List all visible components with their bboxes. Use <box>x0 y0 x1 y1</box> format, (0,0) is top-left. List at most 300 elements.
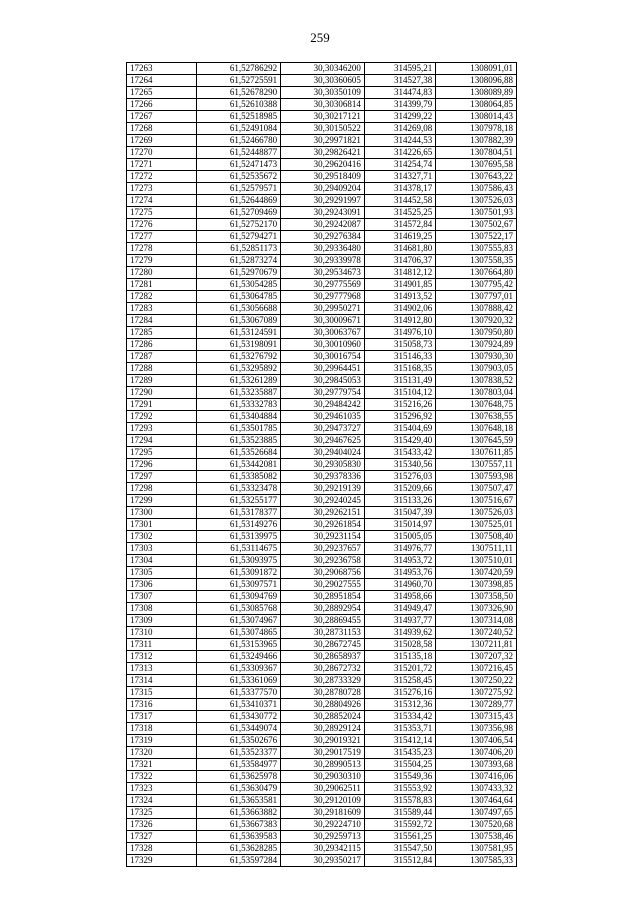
point-number-cell: 17304 <box>127 555 197 567</box>
x-coordinate-cell: 314619,25 <box>364 231 435 243</box>
table-row <box>127 819 517 831</box>
table-row <box>127 99 517 111</box>
latitude-cell: 61,53430772 <box>197 711 281 723</box>
longitude-cell: 30,30150522 <box>281 123 365 135</box>
latitude-cell: 61,52970679 <box>197 267 281 279</box>
longitude-cell: 30,29620416 <box>281 159 365 171</box>
point-number-cell: 17296 <box>127 459 197 471</box>
latitude-cell: 61,53085768 <box>197 603 281 615</box>
x-coordinate-cell: 314958,66 <box>364 591 435 603</box>
y-coordinate-cell: 1307216,45 <box>436 663 517 675</box>
latitude-cell: 61,53309367 <box>197 663 281 675</box>
longitude-cell: 30,29409204 <box>281 183 365 195</box>
point-number-cell: 17316 <box>127 699 197 711</box>
latitude-cell: 61,52518985 <box>197 111 281 123</box>
longitude-cell: 30,29950271 <box>281 303 365 315</box>
y-coordinate-cell: 1307507,47 <box>436 483 517 495</box>
point-number-cell: 17308 <box>127 603 197 615</box>
x-coordinate-cell: 315433,42 <box>364 447 435 459</box>
y-coordinate-cell: 1308089,89 <box>436 87 517 99</box>
y-coordinate-cell: 1307611,85 <box>436 447 517 459</box>
latitude-cell: 61,53584977 <box>197 759 281 771</box>
longitude-cell: 30,30350109 <box>281 87 365 99</box>
longitude-cell: 30,29181609 <box>281 807 365 819</box>
longitude-cell: 30,29336480 <box>281 243 365 255</box>
point-number-cell: 17317 <box>127 711 197 723</box>
longitude-cell: 30,28892954 <box>281 603 365 615</box>
y-coordinate-cell: 1307920,32 <box>436 315 517 327</box>
latitude-cell: 61,53124591 <box>197 327 281 339</box>
longitude-cell: 30,28733329 <box>281 675 365 687</box>
latitude-cell: 61,53332783 <box>197 399 281 411</box>
table-row <box>127 651 517 663</box>
point-number-cell: 17322 <box>127 771 197 783</box>
point-number-cell: 17311 <box>127 639 197 651</box>
x-coordinate-cell: 315276,03 <box>364 471 435 483</box>
longitude-cell: 30,29964451 <box>281 363 365 375</box>
x-coordinate-cell: 315014,97 <box>364 519 435 531</box>
latitude-cell: 61,53198091 <box>197 339 281 351</box>
latitude-cell: 61,53449074 <box>197 723 281 735</box>
y-coordinate-cell: 1307555,83 <box>436 243 517 255</box>
longitude-cell: 30,29845053 <box>281 375 365 387</box>
point-number-cell: 17305 <box>127 567 197 579</box>
longitude-cell: 30,29350217 <box>281 855 365 867</box>
y-coordinate-cell: 1307795,42 <box>436 279 517 291</box>
x-coordinate-cell: 315296,92 <box>364 411 435 423</box>
point-number-cell: 17310 <box>127 627 197 639</box>
point-number-cell: 17309 <box>127 615 197 627</box>
x-coordinate-cell: 314327,71 <box>364 171 435 183</box>
y-coordinate-cell: 1307398,85 <box>436 579 517 591</box>
point-number-cell: 17289 <box>127 375 197 387</box>
table-row <box>127 483 517 495</box>
point-number-cell: 17297 <box>127 471 197 483</box>
table-row <box>127 135 517 147</box>
y-coordinate-cell: 1307508,40 <box>436 531 517 543</box>
latitude-cell: 61,53056688 <box>197 303 281 315</box>
point-number-cell: 17280 <box>127 267 197 279</box>
longitude-cell: 30,30217121 <box>281 111 365 123</box>
longitude-cell: 30,29461035 <box>281 411 365 423</box>
latitude-cell: 61,53091872 <box>197 567 281 579</box>
point-number-cell: 17264 <box>127 75 197 87</box>
latitude-cell: 61,53093975 <box>197 555 281 567</box>
table-row <box>127 843 517 855</box>
point-number-cell: 17276 <box>127 219 197 231</box>
longitude-cell: 30,29775569 <box>281 279 365 291</box>
y-coordinate-cell: 1307464,64 <box>436 795 517 807</box>
point-number-cell: 17263 <box>127 63 197 75</box>
table-row <box>127 291 517 303</box>
longitude-cell: 30,29339978 <box>281 255 365 267</box>
point-number-cell: 17295 <box>127 447 197 459</box>
x-coordinate-cell: 314901,85 <box>364 279 435 291</box>
point-number-cell: 17321 <box>127 759 197 771</box>
latitude-cell: 61,53523885 <box>197 435 281 447</box>
x-coordinate-cell: 314572,84 <box>364 219 435 231</box>
y-coordinate-cell: 1307882,39 <box>436 135 517 147</box>
point-number-cell: 17287 <box>127 351 197 363</box>
x-coordinate-cell: 315547,50 <box>364 843 435 855</box>
table-row <box>127 459 517 471</box>
y-coordinate-cell: 1307538,46 <box>436 831 517 843</box>
longitude-cell: 30,29779754 <box>281 387 365 399</box>
table-row <box>127 63 517 75</box>
table-row <box>127 231 517 243</box>
x-coordinate-cell: 315135,18 <box>364 651 435 663</box>
longitude-cell: 30,29342115 <box>281 843 365 855</box>
latitude-cell: 61,52535672 <box>197 171 281 183</box>
point-number-cell: 17303 <box>127 543 197 555</box>
latitude-cell: 61,53597284 <box>197 855 281 867</box>
table-row <box>127 207 517 219</box>
longitude-cell: 30,29219139 <box>281 483 365 495</box>
table-row <box>127 531 517 543</box>
longitude-cell: 30,29231154 <box>281 531 365 543</box>
y-coordinate-cell: 1307581,95 <box>436 843 517 855</box>
x-coordinate-cell: 314681,80 <box>364 243 435 255</box>
table-row <box>127 435 517 447</box>
point-number-cell: 17324 <box>127 795 197 807</box>
y-coordinate-cell: 1307978,18 <box>436 123 517 135</box>
table-row <box>127 627 517 639</box>
x-coordinate-cell: 314976,10 <box>364 327 435 339</box>
table-row <box>127 387 517 399</box>
longitude-cell: 30,30346200 <box>281 63 365 75</box>
y-coordinate-cell: 1307275,92 <box>436 687 517 699</box>
y-coordinate-cell: 1307406,54 <box>436 735 517 747</box>
y-coordinate-cell: 1307520,68 <box>436 819 517 831</box>
longitude-cell: 30,29062511 <box>281 783 365 795</box>
point-number-cell: 17294 <box>127 435 197 447</box>
table-row <box>127 315 517 327</box>
y-coordinate-cell: 1307838,52 <box>436 375 517 387</box>
longitude-cell: 30,29240245 <box>281 495 365 507</box>
y-coordinate-cell: 1307803,04 <box>436 387 517 399</box>
longitude-cell: 30,28951854 <box>281 591 365 603</box>
longitude-cell: 30,28658937 <box>281 651 365 663</box>
x-coordinate-cell: 315589,44 <box>364 807 435 819</box>
table-row <box>127 555 517 567</box>
point-number-cell: 17275 <box>127 207 197 219</box>
point-number-cell: 17290 <box>127 387 197 399</box>
point-number-cell: 17278 <box>127 243 197 255</box>
coordinates-table <box>126 62 517 867</box>
point-number-cell: 17325 <box>127 807 197 819</box>
x-coordinate-cell: 315578,83 <box>364 795 435 807</box>
y-coordinate-cell: 1307289,77 <box>436 699 517 711</box>
y-coordinate-cell: 1307525,01 <box>436 519 517 531</box>
longitude-cell: 30,28672745 <box>281 639 365 651</box>
y-coordinate-cell: 1307643,22 <box>436 171 517 183</box>
x-coordinate-cell: 315504,25 <box>364 759 435 771</box>
latitude-cell: 61,53235887 <box>197 387 281 399</box>
y-coordinate-cell: 1307557,11 <box>436 459 517 471</box>
point-number-cell: 17265 <box>127 87 197 99</box>
y-coordinate-cell: 1307797,01 <box>436 291 517 303</box>
point-number-cell: 17315 <box>127 687 197 699</box>
longitude-cell: 30,30360605 <box>281 75 365 87</box>
x-coordinate-cell: 314299,22 <box>364 111 435 123</box>
longitude-cell: 30,28672732 <box>281 663 365 675</box>
table-row <box>127 279 517 291</box>
point-number-cell: 17302 <box>127 531 197 543</box>
y-coordinate-cell: 1307593,98 <box>436 471 517 483</box>
x-coordinate-cell: 315429,40 <box>364 435 435 447</box>
point-number-cell: 17320 <box>127 747 197 759</box>
latitude-cell: 61,53502676 <box>197 735 281 747</box>
point-number-cell: 17285 <box>127 327 197 339</box>
table-row <box>127 615 517 627</box>
table-row <box>127 219 517 231</box>
point-number-cell: 17318 <box>127 723 197 735</box>
y-coordinate-cell: 1307664,80 <box>436 267 517 279</box>
longitude-cell: 30,30010960 <box>281 339 365 351</box>
longitude-cell: 30,29017519 <box>281 747 365 759</box>
point-number-cell: 17298 <box>127 483 197 495</box>
table-row <box>127 747 517 759</box>
latitude-cell: 61,53526684 <box>197 447 281 459</box>
table-row <box>127 735 517 747</box>
x-coordinate-cell: 314913,52 <box>364 291 435 303</box>
latitude-cell: 61,53361069 <box>197 675 281 687</box>
y-coordinate-cell: 1307240,52 <box>436 627 517 639</box>
x-coordinate-cell: 314706,37 <box>364 255 435 267</box>
longitude-cell: 30,28929124 <box>281 723 365 735</box>
latitude-cell: 61,52471473 <box>197 159 281 171</box>
latitude-cell: 61,52752170 <box>197 219 281 231</box>
x-coordinate-cell: 314474,83 <box>364 87 435 99</box>
x-coordinate-cell: 315028,58 <box>364 639 435 651</box>
x-coordinate-cell: 315209,66 <box>364 483 435 495</box>
y-coordinate-cell: 1307314,08 <box>436 615 517 627</box>
point-number-cell: 17329 <box>127 855 197 867</box>
y-coordinate-cell: 1307638,55 <box>436 411 517 423</box>
point-number-cell: 17288 <box>127 363 197 375</box>
y-coordinate-cell: 1307648,75 <box>436 399 517 411</box>
x-coordinate-cell: 315168,35 <box>364 363 435 375</box>
latitude-cell: 61,52678290 <box>197 87 281 99</box>
y-coordinate-cell: 1308014,43 <box>436 111 517 123</box>
longitude-cell: 30,28852024 <box>281 711 365 723</box>
y-coordinate-cell: 1307558,35 <box>436 255 517 267</box>
longitude-cell: 30,29242087 <box>281 219 365 231</box>
x-coordinate-cell: 314527,38 <box>364 75 435 87</box>
table-row <box>127 243 517 255</box>
x-coordinate-cell: 314902,06 <box>364 303 435 315</box>
longitude-cell: 30,29276384 <box>281 231 365 243</box>
x-coordinate-cell: 315276,16 <box>364 687 435 699</box>
longitude-cell: 30,29262151 <box>281 507 365 519</box>
latitude-cell: 61,52794271 <box>197 231 281 243</box>
point-number-cell: 17274 <box>127 195 197 207</box>
table-row <box>127 471 517 483</box>
point-number-cell: 17299 <box>127 495 197 507</box>
table-row <box>127 567 517 579</box>
y-coordinate-cell: 1307393,68 <box>436 759 517 771</box>
latitude-cell: 61,52579571 <box>197 183 281 195</box>
table-row <box>127 327 517 339</box>
x-coordinate-cell: 315549,36 <box>364 771 435 783</box>
table-row <box>127 771 517 783</box>
y-coordinate-cell: 1308096,88 <box>436 75 517 87</box>
x-coordinate-cell: 314254,74 <box>364 159 435 171</box>
latitude-cell: 61,53385082 <box>197 471 281 483</box>
x-coordinate-cell: 315005,05 <box>364 531 435 543</box>
latitude-cell: 61,52851173 <box>197 243 281 255</box>
point-number-cell: 17293 <box>127 423 197 435</box>
latitude-cell: 61,53054285 <box>197 279 281 291</box>
point-number-cell: 17323 <box>127 783 197 795</box>
latitude-cell: 61,53625978 <box>197 771 281 783</box>
point-number-cell: 17327 <box>127 831 197 843</box>
longitude-cell: 30,29826421 <box>281 147 365 159</box>
table-row <box>127 447 517 459</box>
x-coordinate-cell: 315047,39 <box>364 507 435 519</box>
latitude-cell: 61,53074865 <box>197 627 281 639</box>
y-coordinate-cell: 1307501,93 <box>436 207 517 219</box>
point-number-cell: 17292 <box>127 411 197 423</box>
latitude-cell: 61,53501785 <box>197 423 281 435</box>
longitude-cell: 30,29404024 <box>281 447 365 459</box>
x-coordinate-cell: 315133,26 <box>364 495 435 507</box>
point-number-cell: 17328 <box>127 843 197 855</box>
longitude-cell: 30,29534673 <box>281 267 365 279</box>
latitude-cell: 61,53261289 <box>197 375 281 387</box>
x-coordinate-cell: 315201,72 <box>364 663 435 675</box>
x-coordinate-cell: 314949,47 <box>364 603 435 615</box>
x-coordinate-cell: 315512,84 <box>364 855 435 867</box>
point-number-cell: 17282 <box>127 291 197 303</box>
table-row <box>127 111 517 123</box>
table-row <box>127 759 517 771</box>
y-coordinate-cell: 1307315,43 <box>436 711 517 723</box>
longitude-cell: 30,29019321 <box>281 735 365 747</box>
x-coordinate-cell: 314595,21 <box>364 63 435 75</box>
point-number-cell: 17291 <box>127 399 197 411</box>
latitude-cell: 61,53064785 <box>197 291 281 303</box>
y-coordinate-cell: 1307516,67 <box>436 495 517 507</box>
table-row <box>127 183 517 195</box>
point-number-cell: 17270 <box>127 147 197 159</box>
longitude-cell: 30,29484242 <box>281 399 365 411</box>
latitude-cell: 61,53067089 <box>197 315 281 327</box>
latitude-cell: 61,52448877 <box>197 147 281 159</box>
x-coordinate-cell: 314953,72 <box>364 555 435 567</box>
table-row <box>127 375 517 387</box>
x-coordinate-cell: 315104,12 <box>364 387 435 399</box>
page-number: 259 <box>310 30 330 45</box>
longitude-cell: 30,28780728 <box>281 687 365 699</box>
latitude-cell: 61,53255177 <box>197 495 281 507</box>
latitude-cell: 61,53653581 <box>197 795 281 807</box>
point-number-cell: 17271 <box>127 159 197 171</box>
y-coordinate-cell: 1307888,42 <box>436 303 517 315</box>
y-coordinate-cell: 1307250,22 <box>436 675 517 687</box>
x-coordinate-cell: 314452,58 <box>364 195 435 207</box>
longitude-cell: 30,29224710 <box>281 819 365 831</box>
latitude-cell: 61,53249466 <box>197 651 281 663</box>
table-row <box>127 783 517 795</box>
table-row <box>127 363 517 375</box>
y-coordinate-cell: 1307510,01 <box>436 555 517 567</box>
point-number-cell: 17268 <box>127 123 197 135</box>
table-row <box>127 255 517 267</box>
table-row <box>127 831 517 843</box>
x-coordinate-cell: 314976,77 <box>364 543 435 555</box>
latitude-cell: 61,53663882 <box>197 807 281 819</box>
longitude-cell: 30,29467625 <box>281 435 365 447</box>
longitude-cell: 30,30063767 <box>281 327 365 339</box>
x-coordinate-cell: 315146,33 <box>364 351 435 363</box>
longitude-cell: 30,29305830 <box>281 459 365 471</box>
coordinates-table-body <box>127 63 517 867</box>
latitude-cell: 61,53114675 <box>197 543 281 555</box>
latitude-cell: 61,53639583 <box>197 831 281 843</box>
point-number-cell: 17326 <box>127 819 197 831</box>
longitude-cell: 30,29068756 <box>281 567 365 579</box>
longitude-cell: 30,29261854 <box>281 519 365 531</box>
table-row <box>127 675 517 687</box>
longitude-cell: 30,30306814 <box>281 99 365 111</box>
point-number-cell: 17306 <box>127 579 197 591</box>
table-row <box>127 171 517 183</box>
y-coordinate-cell: 1307502,67 <box>436 219 517 231</box>
table-row <box>127 411 517 423</box>
x-coordinate-cell: 314378,17 <box>364 183 435 195</box>
y-coordinate-cell: 1307526,03 <box>436 507 517 519</box>
latitude-cell: 61,53295892 <box>197 363 281 375</box>
table-row <box>127 591 517 603</box>
latitude-cell: 61,53442081 <box>197 459 281 471</box>
table-row <box>127 267 517 279</box>
table-row <box>127 399 517 411</box>
point-number-cell: 17301 <box>127 519 197 531</box>
latitude-cell: 61,53628285 <box>197 843 281 855</box>
table-row <box>127 663 517 675</box>
table-row <box>127 855 517 867</box>
table-row <box>127 639 517 651</box>
latitude-cell: 61,53153965 <box>197 639 281 651</box>
x-coordinate-cell: 314912,80 <box>364 315 435 327</box>
point-number-cell: 17312 <box>127 651 197 663</box>
point-number-cell: 17267 <box>127 111 197 123</box>
latitude-cell: 61,53097571 <box>197 579 281 591</box>
latitude-cell: 61,52644869 <box>197 195 281 207</box>
table-row <box>127 195 517 207</box>
table-row <box>127 75 517 87</box>
y-coordinate-cell: 1307586,43 <box>436 183 517 195</box>
latitude-cell: 61,52786292 <box>197 63 281 75</box>
longitude-cell: 30,28990513 <box>281 759 365 771</box>
longitude-cell: 30,29120109 <box>281 795 365 807</box>
table-row <box>127 543 517 555</box>
y-coordinate-cell: 1307207,32 <box>436 651 517 663</box>
y-coordinate-cell: 1307645,59 <box>436 435 517 447</box>
longitude-cell: 30,30016754 <box>281 351 365 363</box>
longitude-cell: 30,28731153 <box>281 627 365 639</box>
table-row <box>127 123 517 135</box>
y-coordinate-cell: 1307930,30 <box>436 351 517 363</box>
y-coordinate-cell: 1307406,20 <box>436 747 517 759</box>
x-coordinate-cell: 314269,08 <box>364 123 435 135</box>
point-number-cell: 17273 <box>127 183 197 195</box>
y-coordinate-cell: 1308064,85 <box>436 99 517 111</box>
longitude-cell: 30,28804926 <box>281 699 365 711</box>
table-row <box>127 723 517 735</box>
y-coordinate-cell: 1307585,33 <box>436 855 517 867</box>
